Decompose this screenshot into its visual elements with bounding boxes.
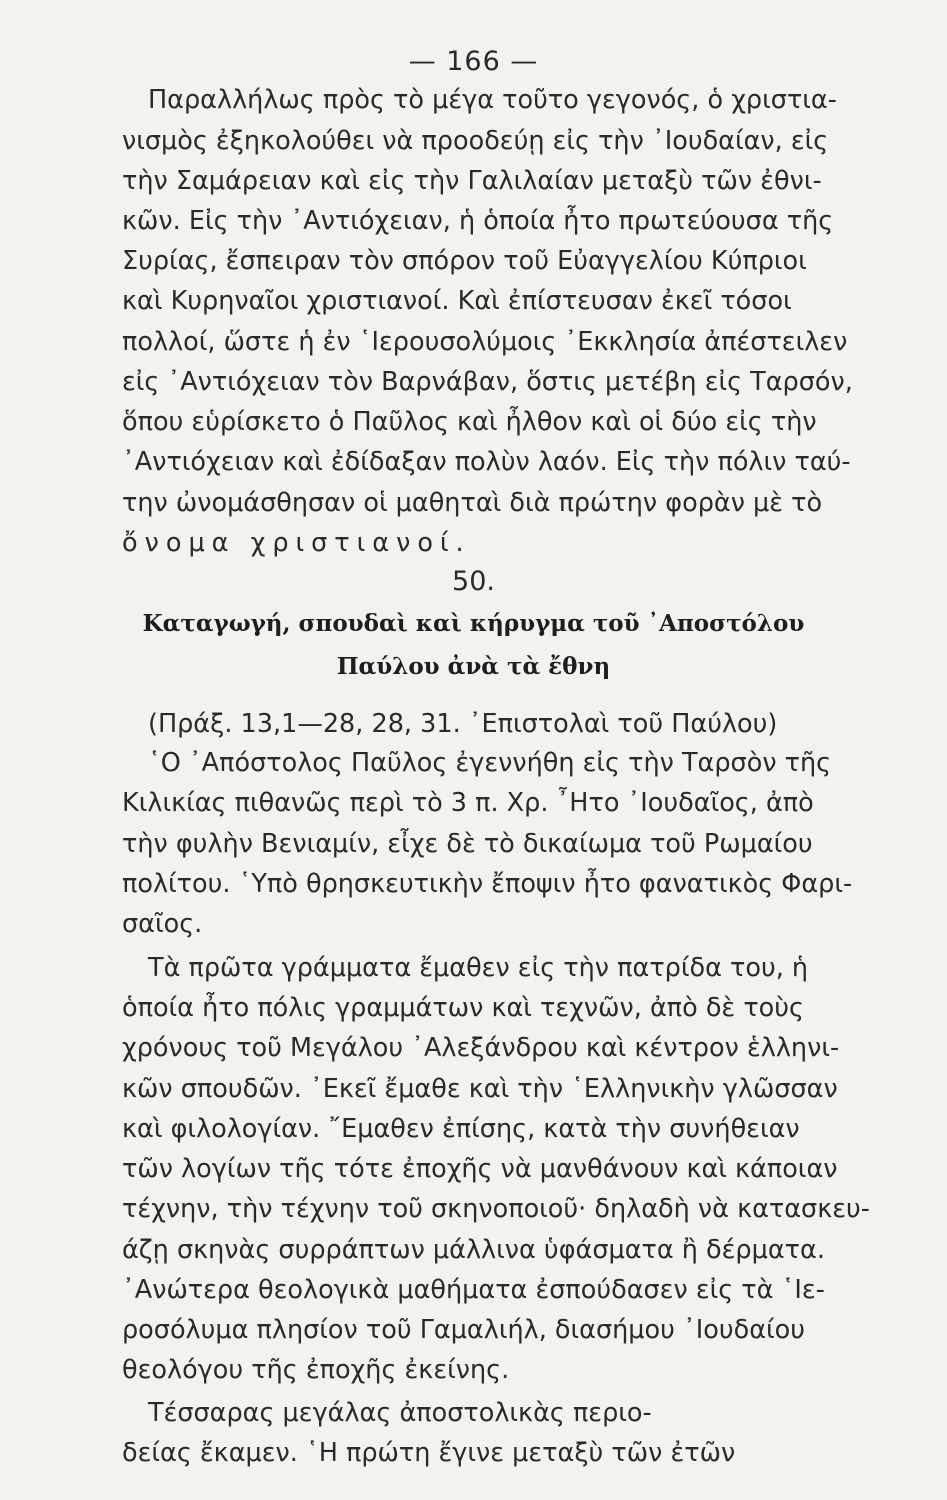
text-line: κῶν σπουδῶν. ᾿Εκεῖ ἔμαθε καὶ τὴν ῾Ελληνικὴν γλῶσσαν (122, 1074, 838, 1104)
text-line: τὴν φυλὴν Βενιαμίν, εἶχε δὲ τὸ δικαίωμα τοῦ Ρωμαίου (122, 829, 813, 859)
text-line: ὅπου εὑρίσκετο ὁ Παῦλος καὶ ἦλθον καὶ οἱ δύο εἰς τὴν (122, 407, 817, 437)
text-line: καὶ φιλολογίαν. ῎Εμαθεν ἐπίσης, κατὰ τὴν συνήθειαν (122, 1114, 800, 1144)
text-line: ροσόλυμα πλησίον τοῦ Γαμαλιήλ, διασήμου ᾿Ιουδαίου (122, 1315, 805, 1345)
text-line: εἰς ᾿Αντιόχειαν τὸν Βαρνάβαν, ὅστις μετέβη εἰς Ταρσόν, (122, 367, 853, 397)
section-number: 50. (452, 566, 495, 597)
page-number: — 166 — (408, 46, 539, 77)
text-line: ᾿Ανώτερα θεολογικὰ μαθήματα ἐσπούδασεν εἰς τὰ ῾Ιε- (122, 1275, 825, 1305)
text-line: Κιλικίας πιθανῶς περὶ τὸ 3 π. Χρ. ῏Ητο ᾿Ιουδαῖος, ἀπὸ (122, 788, 814, 818)
text-line: σαῖος. (122, 909, 203, 939)
text-line: Παραλλήλως πρὸς τὸ μέγα τοῦτο γεγονός, ὁ χριστια- (148, 85, 837, 115)
text-line: χρόνους τοῦ Μεγάλου ᾿Αλεξάνδρου καὶ κέντρον ἑλληνι- (122, 1033, 840, 1063)
text-line: άζῃ σκηνὰς συρράπτων μάλλινα ὑφάσματα ἢ δέρματα. (122, 1235, 825, 1265)
text-line: ὄνομα χριστιανοί. (122, 528, 471, 558)
text-line: θεολόγου τῆς ἐποχῆς ἐκείνης. (122, 1355, 510, 1385)
section-title: Καταγωγή, σπουδαὶ καὶ κήρυγμα τοῦ ᾿Αποστόλου (142, 610, 805, 637)
text-line: τέχνην, τὴν τέχνην τοῦ σκηνοποιοῦ· δηλαδὴ νὰ κατασκευ- (122, 1194, 870, 1224)
text-line: τῶν λογίων τῆς τότε ἐποχῆς νὰ μανθάνουν καὶ κάποιαν (122, 1154, 838, 1184)
text-line: δείας ἔκαμεν. ῾Η πρώτη ἔγινε μεταξὺ τῶν ἐτῶν (122, 1438, 736, 1468)
text-line: ὁποία ἦτο πόλις γραμμάτων καὶ τεχνῶν, ἀπὸ δὲ τοὺς (122, 993, 804, 1023)
text-line: Τὰ πρῶτα γράμματα ἔμαθεν εἰς τὴν πατρίδα του, ἡ (148, 953, 809, 983)
text-line: Συρίας, ἔσπειραν τὸν σπόρον τοῦ Εὐαγγελίου Κύπριοι (122, 246, 807, 276)
text-line: νισμὸς ἐξηκολούθει νὰ προοδεύῃ εἰς τὴν ᾿Ιουδαίαν, εἰς (122, 126, 829, 156)
text-line: πολίτου. ῾Υπὸ θρησκευτικὴν ἔποψιν ἦτο φανατικὸς Φαρι- (122, 869, 853, 899)
text-line: ῾Ο ᾿Απόστολος Παῦλος ἐγεννήθη εἰς τὴν Ταρσὸν τῆς (148, 748, 832, 778)
text-line: Τέσσαρας μεγάλας ἀποστολικὰς περιο- (148, 1398, 652, 1428)
scripture-reference: (Πράξ. 13,1—28, 28, 31. ᾿Επιστολαὶ τοῦ Παύλου) (148, 709, 778, 739)
text-line: καὶ Κυρηναῖοι χριστιανοί. Καὶ ἐπίστευσαν ἐκεῖ τόσοι (122, 286, 792, 316)
text-line: την ὠνομάσθησαν οἱ μαθηταὶ διὰ πρώτην φορὰν μὲ τὸ (122, 488, 823, 518)
text-line: τὴν Σαμάρειαν καὶ εἰς τὴν Γαλιλαίαν μεταξὺ τῶν ἐθνι- (122, 166, 822, 196)
text-line: ᾿Αντιόχειαν καὶ ἐδίδαξαν πολὺν λαόν. Εἰς τὴν πόλιν ταύ- (122, 447, 851, 477)
text-line: κῶν. Εἰς τὴν ᾿Αντιόχειαν, ἡ ὁποία ἦτο πρωτεύουσα τῆς (122, 206, 834, 236)
section-title-continued: Παύλου ἀνὰ τὰ ἔθνη (336, 653, 611, 680)
text-line: πολλοί, ὥστε ἡ ἐν ῾Ιερουσολύμοις ᾿Εκκλησία ἀπέστειλεν (122, 327, 848, 357)
